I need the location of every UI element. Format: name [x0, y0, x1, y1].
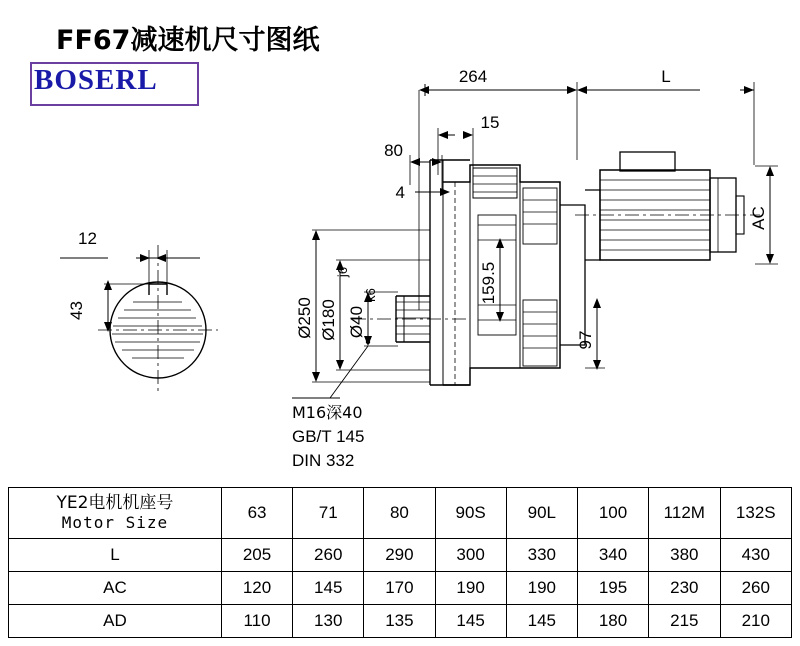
col-header-2: 80 — [364, 488, 435, 539]
cell-AC-5: 195 — [577, 572, 648, 605]
cell-L-0: 205 — [221, 539, 292, 572]
col-header-6: 112M — [649, 488, 720, 539]
main-view — [292, 82, 778, 398]
header-label-en: Motor Size — [61, 512, 169, 532]
label-dia-40-tol: k6 — [363, 288, 378, 302]
table-header-row — [9, 488, 792, 539]
cell-AC-3: 190 — [435, 572, 506, 605]
cell-L-5: 340 — [577, 539, 648, 572]
cell-AD-2: 135 — [364, 605, 435, 638]
cell-AC-7: 260 — [720, 572, 791, 605]
note-m16: M16深40 — [292, 403, 363, 422]
col-header-1: 71 — [293, 488, 364, 539]
label-dia-250: Ø250 — [295, 297, 314, 339]
cell-L-6: 380 — [649, 539, 720, 572]
cell-AD-1: 130 — [293, 605, 364, 638]
label-15: 15 — [480, 113, 500, 132]
row-label-AC: AC — [9, 572, 222, 605]
label-159-5: 159.5 — [479, 261, 498, 305]
cell-L-3: 300 — [435, 539, 506, 572]
note-gbt145: GB/T 145 — [292, 427, 365, 446]
label-dia-180-tol: j6 — [335, 266, 350, 278]
cell-AC-1: 145 — [293, 572, 364, 605]
table-row — [9, 572, 792, 605]
header-label-cn: YE2电机机座号 — [56, 493, 174, 514]
logo-text: BOSERL — [34, 64, 158, 96]
col-header-0: 63 — [221, 488, 292, 539]
label-dia-40: Ø40 — [347, 305, 366, 339]
col-header-3: 90S — [435, 488, 506, 539]
cell-AD-6: 215 — [649, 605, 720, 638]
label-key-width: 12 — [78, 229, 97, 248]
table-header-label — [9, 488, 222, 539]
label-80: 80 — [384, 141, 403, 160]
col-header-5: 100 — [577, 488, 648, 539]
cell-AD-4: 145 — [506, 605, 577, 638]
cell-AD-0: 110 — [221, 605, 292, 638]
cell-L-1: 260 — [293, 539, 364, 572]
cell-AC-6: 230 — [649, 572, 720, 605]
label-4: 4 — [395, 183, 405, 202]
cell-AC-0: 120 — [221, 572, 292, 605]
label-shaft-43: 43 — [67, 301, 86, 320]
col-header-7: 132S — [720, 488, 791, 539]
row-label-L: L — [9, 539, 222, 572]
motor-size-table — [8, 487, 792, 638]
label-motor-L: L — [661, 67, 671, 86]
cell-L-2: 290 — [364, 539, 435, 572]
cell-AC-4: 190 — [506, 572, 577, 605]
cell-AD-5: 180 — [577, 605, 648, 638]
row-label-AD: AD — [9, 605, 222, 638]
cell-AD-7: 210 — [720, 605, 791, 638]
label-dia-180: Ø180 — [319, 299, 338, 341]
cell-L-4: 330 — [506, 539, 577, 572]
table-row — [9, 539, 792, 572]
col-header-4: 90L — [506, 488, 577, 539]
page-title: FF67减速机尺寸图纸 — [56, 25, 320, 56]
table-row — [9, 605, 792, 638]
label-97: 97 — [576, 330, 595, 350]
label-AC: AC — [749, 206, 768, 230]
cell-L-7: 430 — [720, 539, 791, 572]
cell-AD-3: 145 — [435, 605, 506, 638]
note-din332: DIN 332 — [292, 451, 355, 470]
label-264: 264 — [458, 67, 488, 86]
cell-AC-2: 170 — [364, 572, 435, 605]
